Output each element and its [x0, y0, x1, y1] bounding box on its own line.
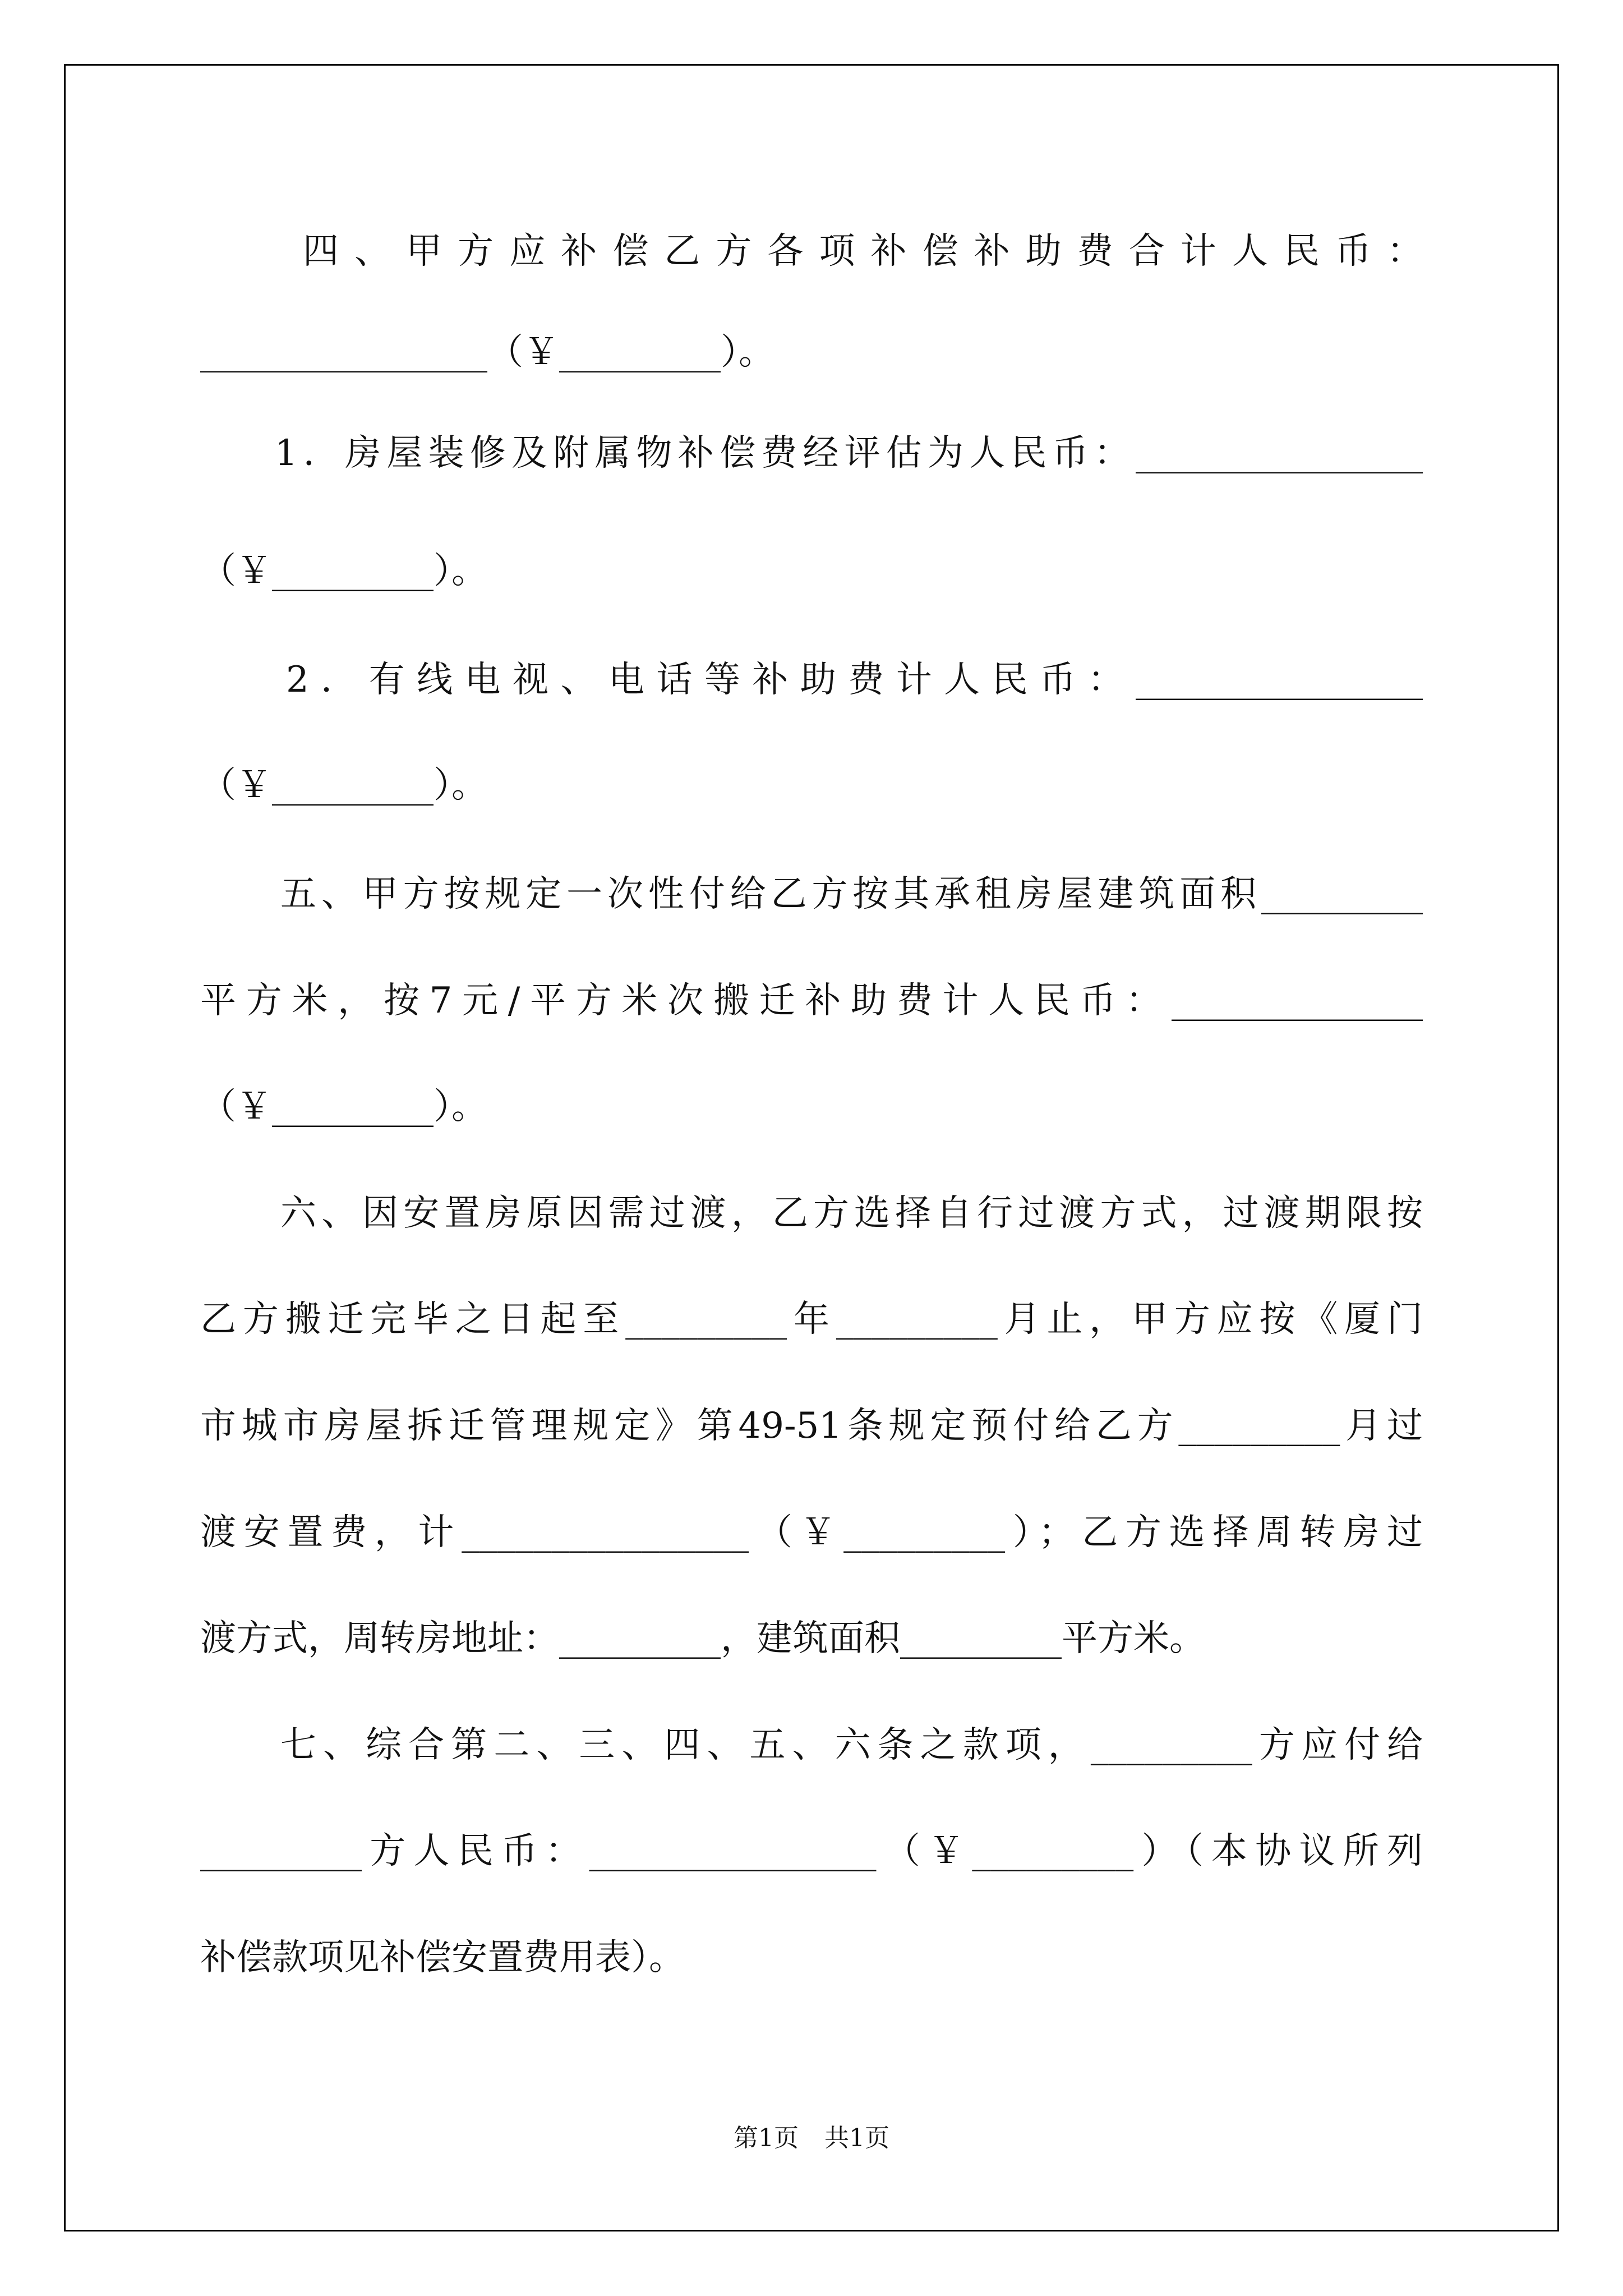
- text-line: 渡安置费，计________________（￥_________）；乙方选择周转房过: [200, 1512, 1423, 1553]
- page-footer: [0, 2118, 1623, 2154]
- text-line: 七、综合第二、三、四、五、六条之款项，_________方应付给: [280, 1724, 1423, 1766]
- text-line: （￥_________）。: [200, 765, 487, 806]
- text-line: （￥_________）。: [200, 550, 487, 592]
- text-line: 平方米，按7元/平方米次搬迁补助费计人民币：______________: [200, 980, 1423, 1022]
- text-line: 渡方式，周转房地址：_________，建筑面积_________平方米。: [200, 1618, 1205, 1659]
- page-number: 第1页: [734, 2124, 799, 2152]
- text-line: （￥_________）。: [200, 1086, 487, 1128]
- text-line: 1．房屋装修及附属物补偿费经评估为人民币：________________: [275, 432, 1423, 474]
- text-line: _________方人民币：________________（￥_________）（本协议所列: [200, 1830, 1423, 1872]
- page-border: [64, 64, 1559, 2231]
- text-line: 五、甲方按规定一次性付给乙方按其承租房屋建筑面积_________: [280, 873, 1423, 915]
- text-line: 四、甲方应补偿乙方各项补偿补助费合计人民币：: [303, 231, 1423, 272]
- text-line: 2．有线电视、电话等补助费计人民币：________________: [286, 659, 1423, 701]
- page-total: 共1页: [824, 2124, 889, 2152]
- text-line: 补偿款项见补偿安置费用表）。: [200, 1937, 685, 1978]
- text-line: ________________（￥_________）。: [200, 332, 774, 373]
- text-line: 乙方搬迁完毕之日起至_________年_________月止，甲方应按《厦门: [200, 1299, 1423, 1340]
- text-line: 六、因安置房原因需过渡，乙方选择自行过渡方式，过渡期限按: [280, 1193, 1423, 1234]
- text-line: 市城市房屋拆迁管理规定》第49-51条规定预付给乙方_________月过: [200, 1405, 1423, 1447]
